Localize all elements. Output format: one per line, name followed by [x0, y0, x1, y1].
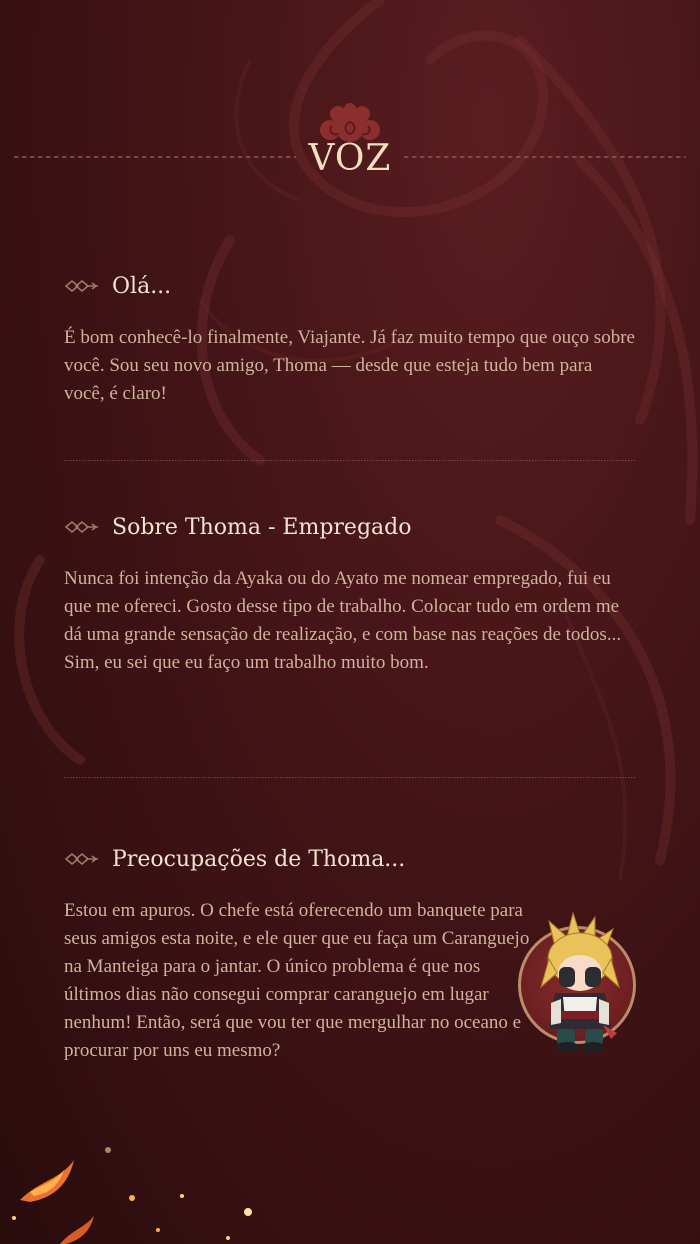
chibi-character-icon [515, 907, 645, 1057]
voice-line-text: Nunca foi intenção da Ayaka ou do Ayato me nomear empregado, fui eu que me ofereci. Gosto desse tipo de trabalho. Colocar tudo em ordem me dá uma grande sensação de realização, e com base nas reações de todos... Sim, eu sei que eu faço um trabalho muito bom. [64, 568, 622, 673]
voice-line-section [64, 270, 636, 408]
ember-decoration [0, 1120, 300, 1244]
voice-line-heading [64, 511, 636, 543]
diamond-bullet-icon [64, 279, 100, 293]
section-header [0, 100, 700, 190]
voice-line-title: Olá... [112, 273, 172, 299]
page-title: VOZ [308, 138, 392, 179]
voice-line-heading [64, 843, 636, 875]
voice-line-text: Estou em apuros. O chefe está oferecendo um banquete para seus amigos esta noite, e ele quer que eu faça um Caranguejo na Manteiga para o jantar. O único problema é que nos últimos dias não consegui comprar caranguejo em lugar nenhum! Então, será que vou ter que mergulhar no oceano e procurar por uns eu mesmo? [64, 900, 530, 1061]
voice-line-text: É bom conhecê-lo finalmente, Viajante. Já faz muito tempo que ouço sobre você. Sou seu novo amigo, Thoma — desde que esteja tudo bem para você, é claro! [64, 327, 635, 404]
section-divider [64, 460, 636, 461]
diamond-bullet-icon [64, 520, 100, 534]
voice-line-title: Preocupações de Thoma... [112, 846, 406, 872]
diamond-bullet-icon [64, 852, 100, 866]
section-divider [64, 777, 636, 778]
voice-line-heading [64, 270, 636, 302]
voice-line-section [64, 511, 636, 677]
thoma-chibi-avatar [518, 926, 636, 1044]
voice-line-title: Sobre Thoma - Empregado [112, 514, 412, 540]
